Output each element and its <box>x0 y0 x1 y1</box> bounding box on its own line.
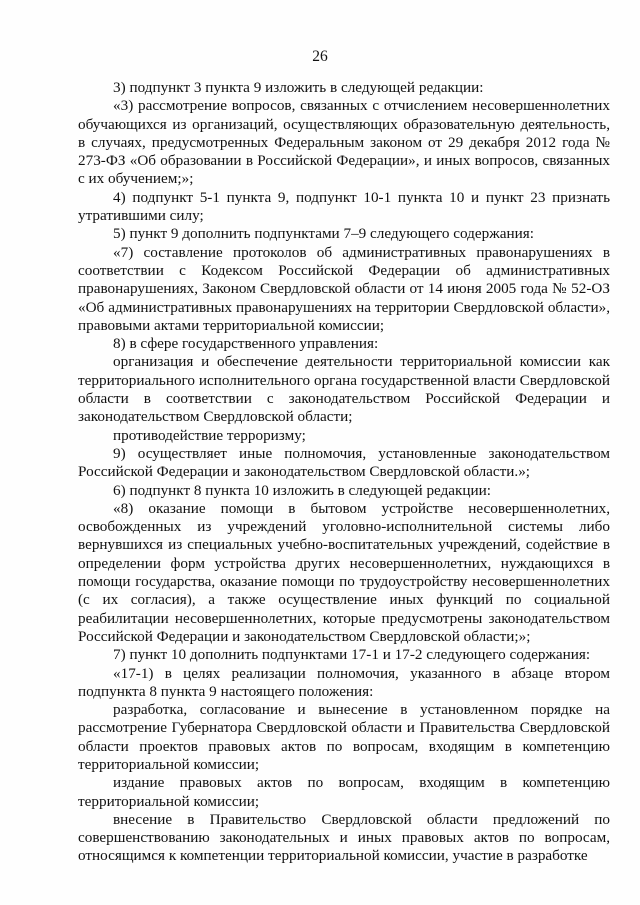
paragraph: «8) оказание помощи в бытовом устройстве несовершеннолетних, освобожденных из учреждений уголовно-исполнительной системы либо вернувшихся из специальных учебно-воспитательных учреждений, содействие в определении форм устройства других несовершеннолетних, нуждающихся в помощи государства, оказание помощи по трудоустройству несовершеннолетних (с их согласия), а также осуществление иных функций по социальной реабилитации несовершеннолетних, которые предусмотрены законодательством Российской Федерации и законодательством Свердловской области;»; <box>78 499 610 645</box>
paragraph: 5) пункт 9 дополнить подпунктами 7–9 следующего содержания: <box>113 225 534 243</box>
page-number: 26 <box>312 48 328 65</box>
paragraph: 9) осуществляет иные полномочия, установленные законодательством Российской Федерации и законодательством Свердловской области.»; <box>78 444 610 481</box>
paragraph: внесение в Правительство Свердловской области предложений по совершенствованию законодательных и иных правовых актов по вопросам, относящимся к компетенции территориальной комиссии, участие в разработке <box>78 810 610 865</box>
paragraph: 8) в сфере государственного управления: <box>113 335 379 353</box>
paragraph: издание правовых актов по вопросам, входящим в компетенцию территориальной комиссии; <box>78 774 610 810</box>
paragraph: 7) пункт 10 дополнить подпунктами 17-1 и 17-2 следующего содержания: <box>113 646 591 664</box>
paragraph: организация и обеспечение деятельности территориальной комиссии как территориального исполнительного органа государственной власти Свердловской области в соответствии с законодательством Российской Федерации и законодательством Свердловской области; <box>78 353 610 426</box>
paragraph: 3) подпункт 3 пункта 9 изложить в следующей редакции: <box>113 79 484 96</box>
paragraph: «7) составление протоколов об административных правонарушениях в соответствии с Кодексом Российской Федерации об административных правонарушениях, Законом Свердловской области от 14 июня 2005 года № 52-ОЗ «Об административных правонарушениях на территории Свердловской области», правовыми актами территориальной комиссии; <box>78 243 610 334</box>
paragraph: «17-1) в целях реализации полномочия, указанного в абзаце втором подпункта 8 пункта 9 настоящего положения: <box>78 664 610 700</box>
paragraph: 4) подпункт 5-1 пункта 9, подпункт 10-1 пункта 10 и пункт 23 признать утратившими силу; <box>78 188 610 225</box>
paragraph: «3) рассмотрение вопросов, связанных с отчислением несовершеннолетних обучающихся из организаций, осуществляющих образовательную деятельность, в случаях, предусмотренных Федеральным законом от 29 декабря 2012 года № 273-ФЗ «Об образовании в Российской Федерации», и иных вопросов, связанных с их обучением;»; <box>78 97 610 188</box>
paragraph: 6) подпункт 8 пункта 10 изложить в следующей редакции: <box>113 481 492 499</box>
paragraph: разработка, согласование и вынесение в установленном порядке на рассмотрение Губернатора Свердловской области и Правительства Свердловской области проектов правовых актов по вопросам, входящим в компетенцию территориальной комиссии; <box>78 701 610 773</box>
document-body <box>78 79 610 866</box>
paragraph: противодействие терроризму; <box>113 426 306 444</box>
